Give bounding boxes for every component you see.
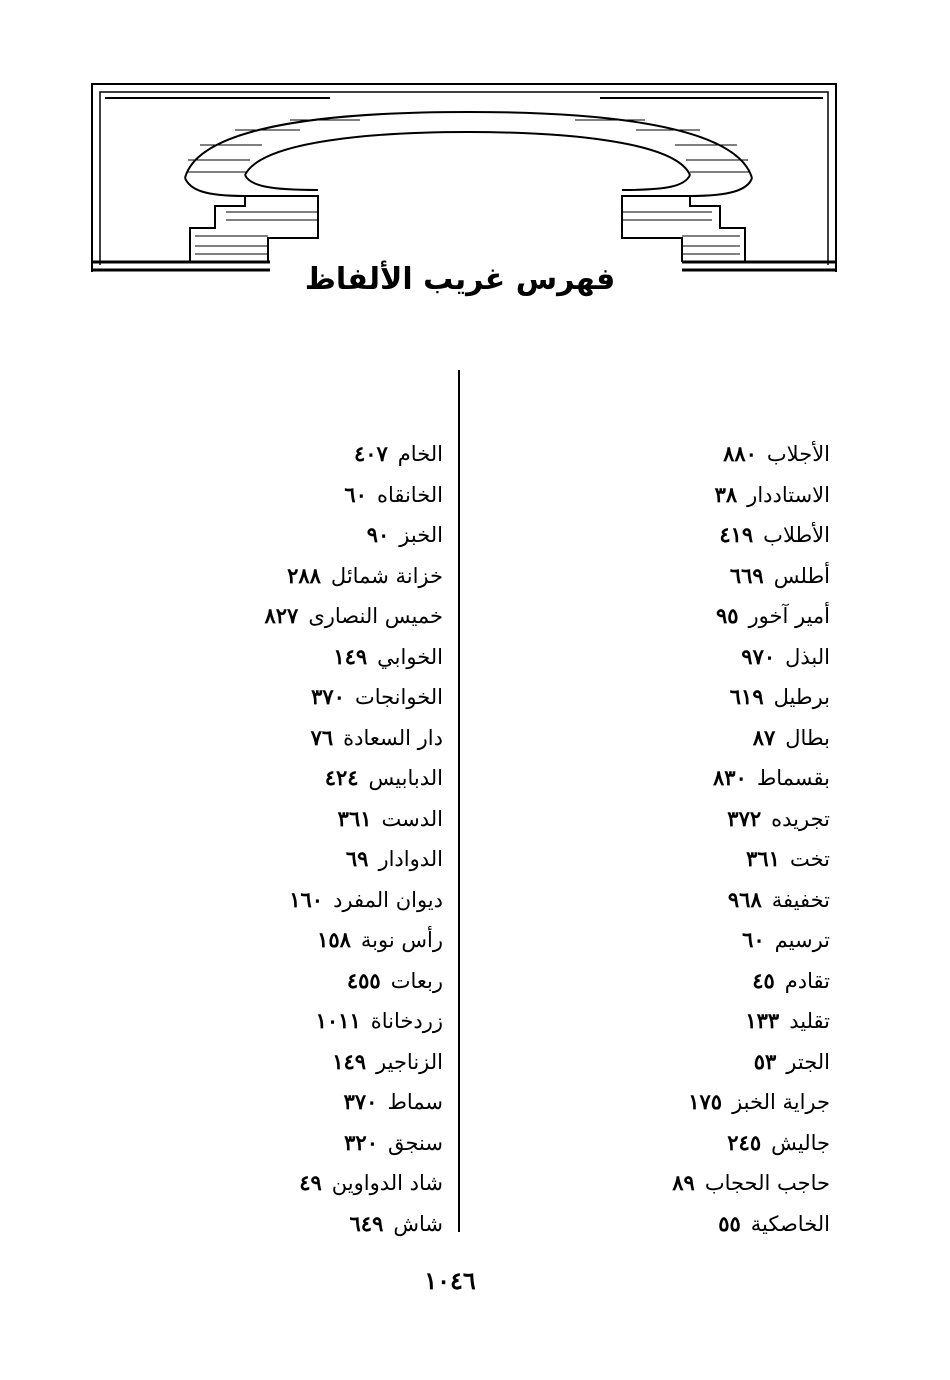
index-entry <box>113 600 443 641</box>
index-page-ref: ٦٩ <box>345 846 369 871</box>
column-divider <box>458 370 460 1232</box>
index-page-ref: ٣٧٠ <box>343 1089 378 1114</box>
index-entry <box>113 1127 443 1168</box>
index-term: الاستاددار <box>747 482 830 507</box>
index-term: حاجب الحجاب <box>704 1171 830 1195</box>
index-page-ref: ٣٢٠ <box>344 1129 378 1155</box>
index-entry <box>113 1086 443 1127</box>
index-page-ref: ٩٦٨ <box>727 886 762 912</box>
index-entry <box>500 924 830 965</box>
index-term: ربعات <box>390 968 443 993</box>
index-term: الأطلاب <box>763 523 830 547</box>
index-entry <box>500 560 830 601</box>
index-entry <box>113 762 443 803</box>
index-page-ref: ٤٠٧ <box>353 441 388 466</box>
index-term: شاش <box>393 1211 443 1236</box>
index-term: الخام <box>397 442 443 466</box>
index-entry <box>500 803 830 844</box>
index-term: تقليد <box>789 1009 830 1033</box>
index-column-left <box>113 438 443 1248</box>
index-entry <box>113 803 443 844</box>
index-term: البذل <box>785 644 830 669</box>
index-term: الدوادار <box>378 847 443 871</box>
index-term: برطيل <box>773 685 830 709</box>
index-entry <box>500 519 830 560</box>
index-term: تخت <box>789 847 830 871</box>
index-page-ref: ٢٤٥ <box>727 1129 762 1155</box>
index-entry <box>113 479 443 520</box>
index-entry <box>500 843 830 884</box>
index-page-ref: ١٥٨ <box>317 927 351 952</box>
index-term: الأجلاب <box>766 442 830 466</box>
index-entry <box>113 1046 443 1087</box>
index-page-ref: ٩٠ <box>366 522 390 547</box>
index-page-ref: ٤٥٥ <box>346 967 381 993</box>
index-entry <box>500 762 830 803</box>
index-term: الخاصكية <box>750 1211 830 1236</box>
index-entry <box>500 965 830 1006</box>
page-number: ١٠٤٦ <box>424 1266 476 1295</box>
index-entry <box>113 884 443 925</box>
index-entry <box>500 438 830 479</box>
index-entry <box>500 479 830 520</box>
index-term: الخبز <box>399 523 443 547</box>
index-term: أمير آخور <box>748 604 830 628</box>
index-page-ref: ٥٣ <box>753 1048 777 1074</box>
index-entry <box>500 1167 830 1208</box>
index-term: شاد الدواوين <box>331 1171 443 1195</box>
index-page-ref: ٤١٩ <box>719 522 754 547</box>
index-term: خزانة شمائل <box>330 563 443 588</box>
index-entry <box>500 1005 830 1046</box>
index-page-ref: ٩٥ <box>715 603 739 628</box>
index-entry <box>113 681 443 722</box>
index-page-ref: ٦٠ <box>742 927 765 952</box>
index-term: زردخاناة <box>370 1009 443 1033</box>
index-page-ref: ٦٤٩ <box>349 1210 384 1236</box>
index-term: تجريده <box>771 806 830 831</box>
index-page-ref: ٣٧٢ <box>727 805 762 831</box>
index-term: دار السعادة <box>343 725 443 750</box>
index-term: بطال <box>785 725 830 750</box>
index-term: سنجق <box>387 1130 443 1155</box>
index-page-ref: ٨٧ <box>752 724 776 750</box>
index-entry <box>500 641 830 682</box>
index-term: الخوابي <box>377 644 443 669</box>
index-entry <box>500 1127 830 1168</box>
index-page-ref: ١٤٩ <box>332 1048 367 1074</box>
index-page-ref: ٨٢٧ <box>264 603 299 628</box>
index-page-ref: ٧٦ <box>310 724 334 750</box>
index-term: أطلس <box>773 563 830 588</box>
index-term: جاليش <box>771 1130 830 1155</box>
index-page-ref: ٨٣٠ <box>712 765 747 790</box>
index-page-ref: ٦١٩ <box>729 684 764 709</box>
index-term: جراية الخبز <box>732 1090 830 1114</box>
index-column-right <box>500 438 830 1248</box>
index-term: تخفيفة <box>771 887 830 912</box>
index-page-ref: ٨٨٠ <box>723 441 757 466</box>
index-page-ref: ٦٦٩ <box>729 562 764 588</box>
index-page-ref: ١٣٣ <box>745 1008 780 1033</box>
index-entry <box>500 1046 830 1087</box>
index-term: الزناجير <box>376 1049 443 1074</box>
index-term: الدست <box>381 806 443 831</box>
index-term: تقادم <box>784 968 830 993</box>
index-term: بقسماط <box>756 766 830 790</box>
page-title: فهرس غريب الألفاظ <box>304 262 616 297</box>
index-term: سماط <box>387 1090 443 1114</box>
index-page-ref: ٢٨٨ <box>287 562 321 588</box>
index-term: ترسيم <box>774 928 830 952</box>
index-entry <box>113 560 443 601</box>
index-page-ref: ٣٦١ <box>337 805 372 831</box>
index-entry <box>500 600 830 641</box>
index-entry <box>500 1208 830 1249</box>
index-page-ref: ٣٧٠ <box>311 684 345 709</box>
index-term: الجتر <box>786 1049 830 1074</box>
index-page-ref: ٤٩ <box>299 1170 322 1195</box>
index-entry <box>113 519 443 560</box>
index-page-ref: ١٦٠ <box>289 886 324 912</box>
index-term: ديوان المفرد <box>333 887 443 912</box>
index-entry <box>113 924 443 965</box>
index-entry <box>500 681 830 722</box>
index-page-ref: ١٤٩ <box>333 643 368 669</box>
index-entry <box>113 965 443 1006</box>
index-entry <box>113 438 443 479</box>
index-page-ref: ٥٥ <box>718 1210 741 1236</box>
index-page-ref: ٦٠ <box>344 481 367 507</box>
index-entry <box>500 1086 830 1127</box>
index-term: خميس النصارى <box>308 604 443 628</box>
index-term: الخانقاه <box>376 482 443 507</box>
index-page-ref: ٤٥ <box>752 967 775 993</box>
index-page-ref: ٤٢٤ <box>324 765 359 790</box>
index-entry <box>500 884 830 925</box>
index-page-ref: ٨٩ <box>672 1170 695 1195</box>
index-page-ref: ٣٨ <box>714 481 738 507</box>
index-entry <box>113 843 443 884</box>
index-term: الدبابيس <box>368 766 443 790</box>
index-entry <box>113 722 443 763</box>
index-entry <box>500 722 830 763</box>
index-entry <box>113 1005 443 1046</box>
index-term: رأس نوبة <box>360 928 443 952</box>
index-page-ref: ١٧٥ <box>688 1089 723 1114</box>
index-page-ref: ١٠١١ <box>315 1008 361 1033</box>
index-entry <box>113 1167 443 1208</box>
index-term: الخوانجات <box>354 685 443 709</box>
index-page-ref: ٣٦١ <box>746 846 780 871</box>
index-entry <box>113 641 443 682</box>
index-entry <box>113 1208 443 1249</box>
arch-frame-ornament <box>0 0 950 300</box>
index-page-ref: ٩٧٠ <box>741 643 776 669</box>
